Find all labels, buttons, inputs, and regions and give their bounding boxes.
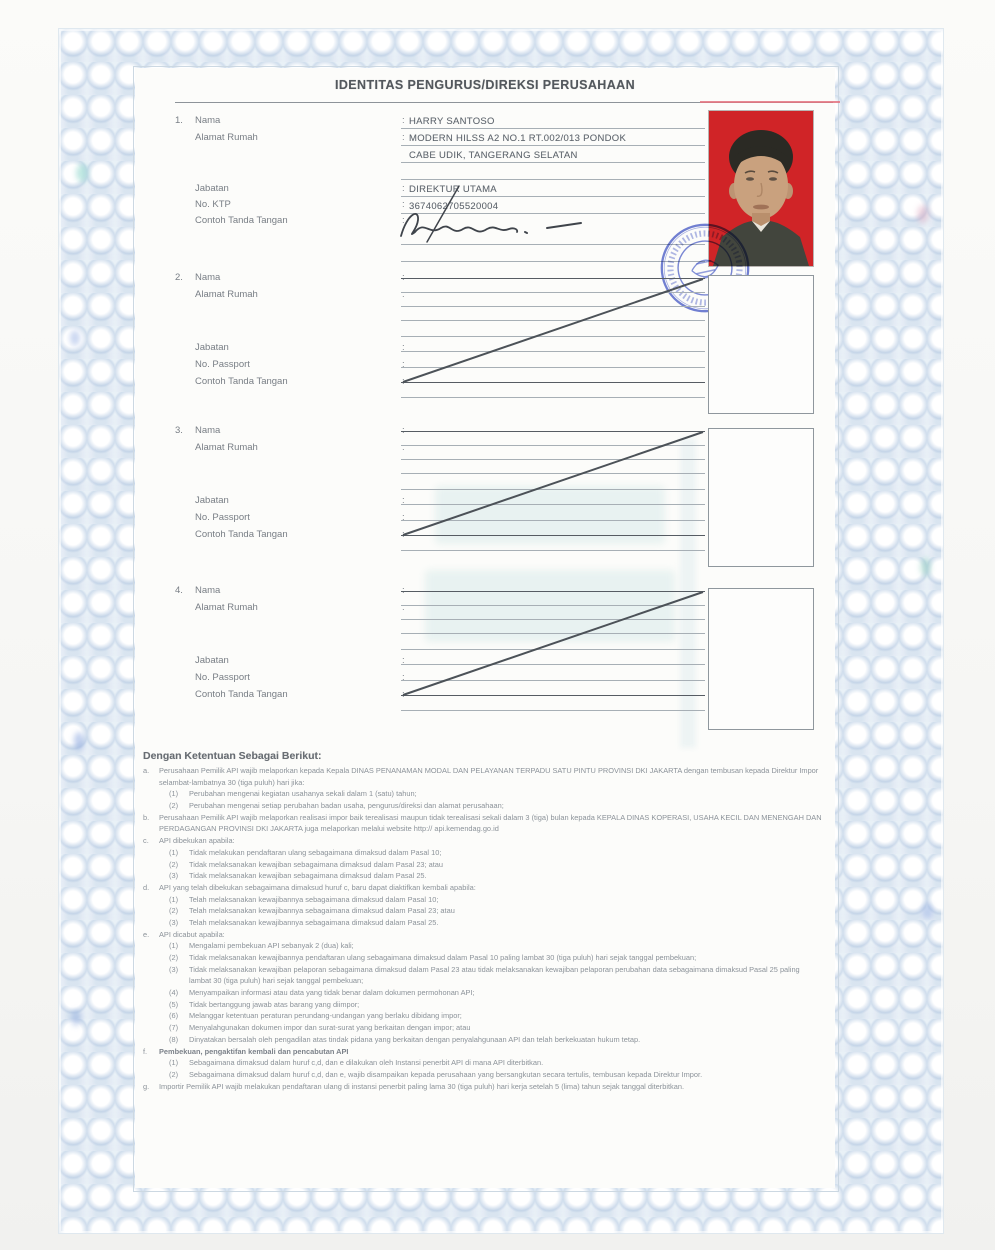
section-1-label-ktp: No. KTP [195, 199, 231, 210]
page-title: IDENTITAS PENGURUS/DIREKSI PERUSAHAAN [334, 78, 635, 92]
section-3-label-jabatan: Jabatan [195, 495, 229, 506]
section-4-label-nama: Nama [195, 585, 221, 596]
term-text: API dicabut apabila: [159, 929, 225, 939]
term-text: Mengalami pembekuan API sebanyak 2 (dua) kali; [189, 941, 354, 951]
term-text: API yang telah dibekukan sebagaimana dimaksud huruf c, baru dapat diaktifkan kembali apabila: [159, 882, 476, 892]
term-text: API dibekukan apabila: [159, 836, 235, 846]
term-text: Tidak bertanggung jawab atas barang yang diimpor; [189, 999, 360, 1009]
section-3-number: 3. [175, 425, 183, 436]
section-1-label-alamat: Alamat Rumah [195, 132, 258, 143]
term-key: (1) [169, 894, 179, 904]
term-text: Perusahaan Pemilik API wajib melaporkan realisasi impor baik terealisasi maupun tidak terealisasi sekali dalam 3 (tiga) bulan kepada KEPALA DINAS KOPERASI, USAHA KECIL DAN MENENGAH DAN PERDAGANGAN PROVINSI DKI JAKARTA juga melaporkan melalui website http:// api.kemendag.go.id [159, 812, 822, 834]
term-text: Dinyatakan bersalah oleh pengadilan atas tindak pidana yang berkaitan dengan penyalahgunaan API dan telah berkekuatan hukum tetap. [189, 1034, 641, 1044]
term-key: (7) [169, 1023, 179, 1033]
value-ktp: 3674062705520004 [409, 201, 499, 212]
section-2-label-passport: No. Passport [195, 359, 250, 370]
terms-section [143, 765, 823, 1092]
form-line [401, 145, 705, 146]
term-key: (2) [169, 801, 179, 811]
section-4-label-passport: No. Passport [195, 672, 250, 683]
colon: : [402, 215, 405, 226]
colon: : [402, 585, 405, 596]
term-key: a. [143, 766, 150, 775]
form-line [401, 162, 705, 163]
term-key: (5) [169, 999, 179, 1009]
section-2-label-ttd: Contoh Tanda Tangan [195, 376, 288, 387]
section-4-label-ttd: Contoh Tanda Tangan [195, 689, 288, 700]
term-key: (1) [169, 847, 179, 857]
term-key: f. [143, 1046, 148, 1056]
term-key: (2) [169, 953, 179, 962]
term-key: b. [143, 812, 150, 822]
term-text: Pembekuan, pengaktifan kembali dan pencabutan API [159, 1046, 349, 1056]
photo-box-empty [708, 275, 814, 414]
section-3-label-passport: No. Passport [195, 512, 250, 523]
term-key: e. [143, 929, 150, 939]
cross-out-strike [401, 590, 705, 696]
colon: : [402, 199, 405, 210]
term-sub [143, 1010, 823, 1022]
section-1-label-jabatan: Jabatan [195, 183, 229, 194]
term-sub [143, 1057, 823, 1069]
term-sub [143, 952, 823, 964]
colon: : [402, 442, 405, 453]
red-mark [700, 101, 840, 103]
term-sub [143, 917, 823, 929]
term-text: Importir Pemilik API wajib melakukan pendaftaran ulang di instansi penerbit paling lama 30 (tiga puluh) hari kerja setelah 5 (lima) tahun sejak tanggal diterbitkan. [159, 1081, 685, 1091]
section-3-label-ttd: Contoh Tanda Tangan [195, 529, 288, 540]
colon: : [402, 115, 405, 126]
term-text: Menyalahgunakan dokumen impor dan surat-surat yang berkaitan dengan impor; atau [189, 1023, 471, 1033]
colon: : [402, 602, 405, 613]
term-sub [143, 788, 823, 800]
term-key: (4) [169, 988, 179, 998]
term-item-d [143, 882, 823, 894]
value-nama: HARRY SANTOSO [409, 116, 495, 127]
term-sub [143, 964, 823, 987]
document-paper [135, 68, 835, 1188]
colon: : [402, 672, 405, 683]
term-item-e [143, 929, 823, 941]
terms-heading: Dengan Ketentuan Sebagai Berikut: [143, 750, 322, 762]
term-sub [143, 870, 823, 882]
term-key: (3) [169, 917, 179, 927]
section-1-number: 1. [175, 115, 183, 126]
colon: : [402, 183, 405, 194]
section-4-number: 4. [175, 585, 183, 596]
term-key: g. [143, 1081, 150, 1091]
term-key: (6) [169, 1011, 179, 1021]
colon: : [402, 495, 405, 506]
term-item-g [143, 1081, 823, 1093]
term-text: Perubahan mengenai setiap perubahan badan usaha, pengurus/direksi dan alamat perusahaan; [189, 801, 504, 811]
term-text: Tidak melaksanakan kewajiban sebagaimana dimaksud dalam Pasal 25. [189, 871, 427, 881]
colon: : [402, 289, 405, 300]
term-sub [143, 1034, 823, 1046]
section-4-label-jabatan: Jabatan [195, 655, 229, 666]
section-4-label-alamat: Alamat Rumah [195, 602, 258, 613]
colon: : [402, 132, 405, 143]
term-key: (2) [169, 1069, 179, 1079]
term-key: d. [143, 882, 150, 892]
photo-box-empty [708, 588, 814, 730]
term-sub [143, 1022, 823, 1034]
form-line [401, 550, 705, 551]
signature [397, 180, 637, 248]
term-sub [143, 987, 823, 999]
term-sub [143, 1069, 823, 1081]
term-sub [143, 800, 823, 812]
term-item-a [143, 765, 823, 788]
term-sub [143, 940, 823, 952]
term-text: Telah melaksanakan kewajibannya sebagaimana dimaksud dalam Pasal 23; atau [189, 906, 455, 916]
term-key: (3) [169, 964, 179, 974]
term-text: Menyampaikan informasi atau data yang tidak benar dalam dokumen permohonan API; [189, 988, 475, 998]
section-3-label-nama: Nama [195, 425, 221, 436]
term-text: Telah melaksanakan kewajibannya sebagaimana dimaksud dalam Pasal 25. [189, 917, 439, 927]
cross-out-strike [401, 430, 705, 536]
term-text: Melanggar ketentuan peraturan perundang-undangan yang berlaku dibidang impor; [189, 1011, 462, 1021]
term-item-c [143, 835, 823, 847]
term-text: Tidak melaksanakan kewajibannya pendaftaran ulang sebagaimana dimaksud dalam Pasal 10 paling lambat 30 (tiga puluh) hari sejak tanggal pembekuan; [189, 953, 697, 962]
term-item-f [143, 1046, 823, 1058]
term-key: (2) [169, 859, 179, 869]
colon: : [402, 655, 405, 666]
term-text: Tidak melaksanakan kewajiban sebagaimana dimaksud dalam Pasal 23; atau [189, 859, 444, 869]
colon: : [402, 359, 405, 370]
section-1-label-ttd: Contoh Tanda Tangan [195, 215, 288, 226]
form-line [401, 128, 705, 129]
colon: : [402, 272, 405, 283]
term-text: Perubahan mengenai kegiatan usahanya sekali dalam 1 (satu) tahun; [189, 789, 417, 799]
section-2-label-alamat: Alamat Rumah [195, 289, 258, 300]
term-text: Perusahaan Pemilik API wajib melaporkan kepada Kepala DINAS PENANAMAN MODAL DAN PELAYANAN TERPADU SATU PINTU PROVINSI DKI JAKARTA dengan tembusan kepada Direktur Impor selambat-lambatnya 30 (tiga puluh) hari jika: [159, 766, 819, 787]
term-sub [143, 905, 823, 917]
term-key: (1) [169, 1058, 179, 1068]
term-sub [143, 847, 823, 859]
term-key: (1) [169, 789, 179, 799]
photo-box-empty [708, 428, 814, 567]
section-1-label-nama: Nama [195, 115, 221, 126]
term-text: Tidak melaksanakan kewajiban pelaporan sebagaimana dimaksud dalam Pasal 23 atau tidak melaksanakan kewajiban pelaporan perubahan data sebagaimana dimaksud Pasal 25 paling lambat 30 (tiga puluh) hari sejak tanggal pembekuan; [189, 964, 800, 986]
section-2-label-nama: Nama [195, 272, 221, 283]
term-key: (3) [169, 871, 179, 881]
term-text: Sebagaimana dimaksud dalam huruf c,d, dan e dilakukan oleh Instansi penerbit API di mana API diterbitkan. [189, 1058, 544, 1068]
term-sub [143, 894, 823, 906]
value-alamat-2: CABE UDIK, TANGERANG SELATAN [409, 150, 578, 161]
term-text: Tidak melakukan pendaftaran ulang sebagaimana dimaksud dalam Pasal 10; [189, 847, 442, 857]
term-key: (2) [169, 906, 179, 916]
term-text: Telah melaksanakan kewajibannya sebagaimana dimaksud dalam Pasal 10; [189, 894, 439, 904]
term-item-b [143, 812, 823, 835]
value-jabatan: DIREKTUR UTAMA [409, 184, 497, 195]
form-line [401, 397, 705, 398]
term-text: Sebagaimana dimaksud dalam huruf c,d, dan e, wajib disampaikan kepada perusahaan yang bersangkutan secara tertulis, tembusan kepada Direktur Impor. [189, 1069, 703, 1079]
section-2-label-jabatan: Jabatan [195, 342, 229, 353]
term-key: (8) [169, 1034, 179, 1044]
section-2-number: 2. [175, 272, 183, 283]
value-alamat-1: MODERN HILSS A2 NO.1 RT.002/013 PONDOK [409, 133, 627, 144]
form-line [401, 710, 705, 711]
colon: : [402, 425, 405, 436]
colon: : [402, 512, 405, 523]
term-sub [143, 859, 823, 871]
term-key: c. [143, 836, 149, 846]
colon: : [402, 342, 405, 353]
section-3-label-alamat: Alamat Rumah [195, 442, 258, 453]
cross-out-strike [401, 277, 705, 383]
term-sub [143, 999, 823, 1011]
term-key: (1) [169, 941, 179, 951]
